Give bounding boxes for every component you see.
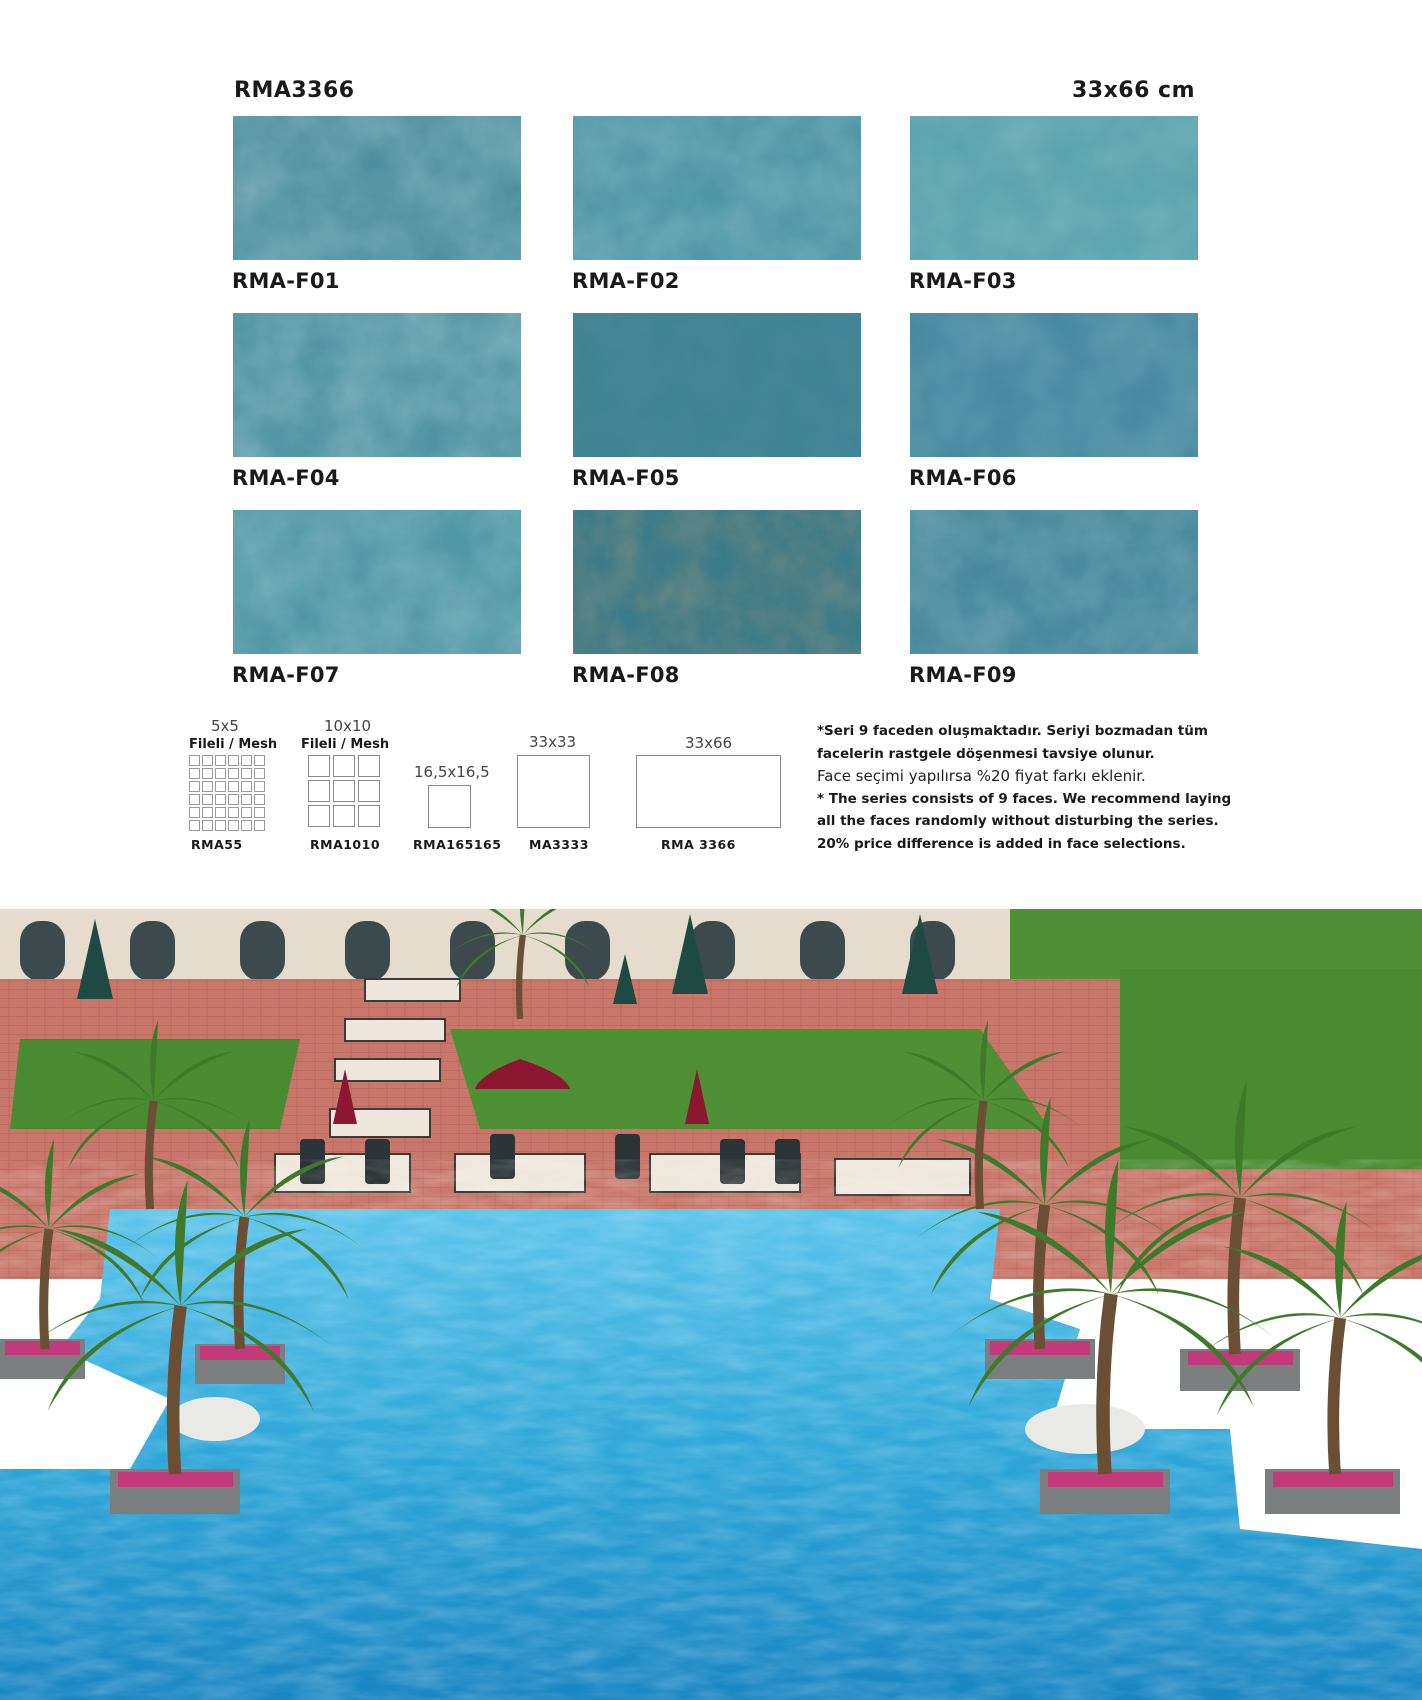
face-tile	[572, 510, 861, 687]
format-code: RMA55	[191, 837, 243, 852]
series-code: RMA3366	[234, 78, 355, 103]
format-code: RMA165165	[413, 837, 502, 852]
pool-photo	[0, 909, 1422, 1700]
face-label: RMA-F05	[572, 466, 680, 490]
tile-texture	[910, 313, 1198, 457]
tile-texture	[573, 510, 861, 654]
face-label: RMA-F07	[232, 663, 340, 687]
note-tr-3: Face seçimi yapılırsa %20 fiyat farkı eklenir.	[817, 767, 1146, 786]
note-tr-2: facelerin rastgele döşenmesi tavsiye olunur.	[817, 745, 1155, 762]
tile-texture	[573, 116, 861, 260]
tile-square-icon	[517, 755, 590, 828]
mesh-grid-icon	[189, 755, 265, 831]
series-notes	[817, 720, 1257, 856]
face-label: RMA-F02	[572, 269, 680, 293]
note-en-1: * The series consists of 9 faces. We recommend laying	[817, 790, 1232, 807]
note-en-3: 20% price difference is added in face selections.	[817, 835, 1186, 852]
face-label: RMA-F04	[232, 466, 340, 490]
format-size: 33x66	[685, 734, 733, 752]
size-label: 33x66 cm	[1071, 78, 1195, 103]
tile-texture	[573, 313, 861, 457]
face-tile	[909, 116, 1198, 293]
format-mesh: Fileli / Mesh	[189, 737, 278, 752]
tile-texture	[910, 116, 1198, 260]
mesh-grid-icon	[308, 755, 380, 827]
format-size: 5x5	[211, 717, 239, 735]
format-code: MA3333	[529, 837, 589, 852]
tile-texture	[233, 313, 521, 457]
format-size: 33x33	[529, 733, 577, 751]
tile-texture	[910, 510, 1198, 654]
note-en-2: all the faces randomly without disturbing the series.	[817, 813, 1219, 830]
tile-texture	[233, 510, 521, 654]
face-tile	[572, 313, 861, 490]
format-size: 10x10	[324, 717, 372, 735]
face-tile	[232, 510, 521, 687]
format-mesh: Fileli / Mesh	[301, 737, 390, 752]
face-tile	[232, 313, 521, 490]
tile-square-icon	[428, 785, 471, 828]
face-label: RMA-F08	[572, 663, 680, 687]
format-size: 16,5x16,5	[414, 763, 490, 781]
format-code: RMA 3366	[661, 837, 736, 852]
face-label: RMA-F01	[232, 269, 340, 293]
face-tile	[572, 116, 861, 293]
face-tile	[909, 313, 1198, 490]
face-label: RMA-F03	[909, 269, 1017, 293]
tile-texture	[233, 116, 521, 260]
face-label: RMA-F06	[909, 466, 1017, 490]
face-label: RMA-F09	[909, 663, 1017, 687]
tile-rect-icon	[636, 755, 781, 828]
face-tile	[232, 116, 521, 293]
face-tile	[909, 510, 1198, 687]
format-code: RMA1010	[310, 837, 381, 852]
note-tr-1: *Seri 9 faceden oluşmaktadır. Seriyi bozmadan tüm	[817, 723, 1208, 739]
